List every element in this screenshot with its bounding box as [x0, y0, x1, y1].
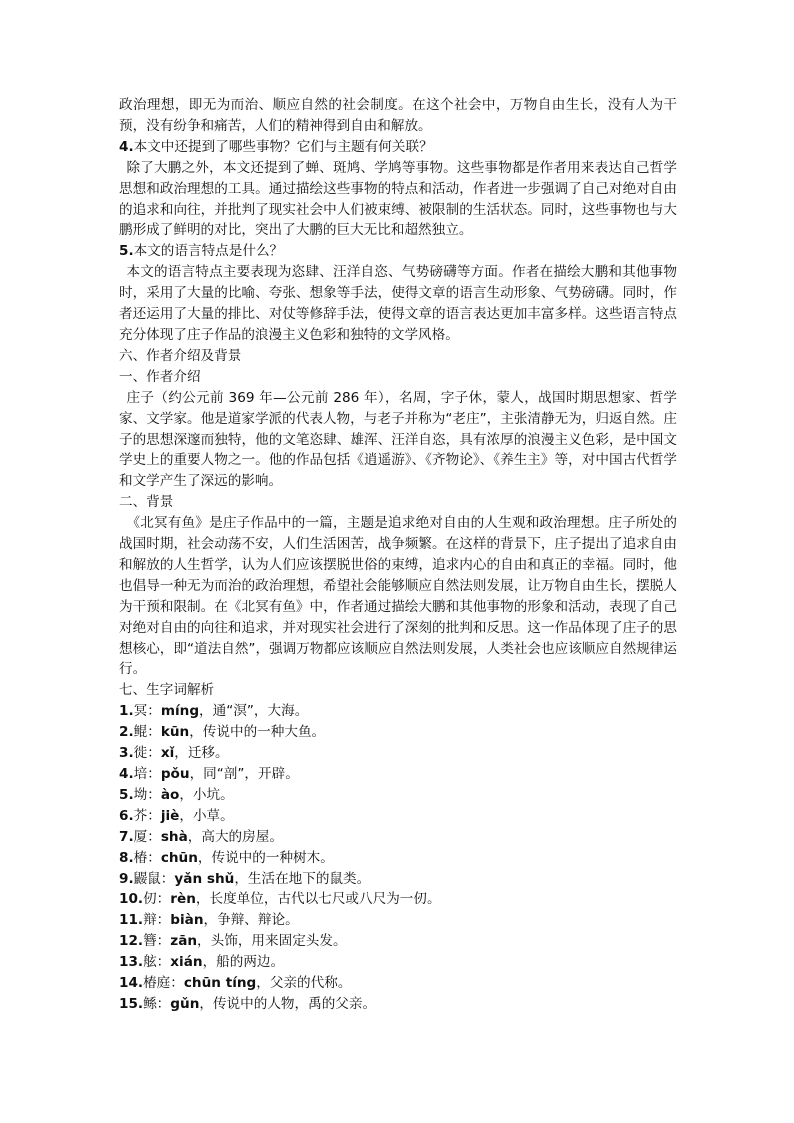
vocab-pinyin: chūn tíng	[183, 975, 257, 992]
vocab-pinyin: xǐ	[160, 745, 175, 762]
answer-5-paragraph: 本文的语言特点主要表现为恣肆、汪洋自恣、气势磅礴等方面。作者在描绘大鹏和其他事物时，采用了大量的比喻、夸张、想象等手法，使得文章的语言生动形象、气势磅礴。同时，作者还运用了大量的排比、对仗等修辞手法，使得文章的语言表达更加丰富多样。这些语言特点充分体现了庄子作品的浪漫主义色彩和独特的文学风格。	[119, 264, 677, 343]
vocab-number: 8.	[119, 849, 134, 866]
vocab-pinyin: zān	[170, 933, 198, 950]
vocab-word: 舷：	[143, 954, 171, 971]
vocab-meaning: ，通“溟”，大海。	[199, 703, 309, 720]
vocab-word: 冥：	[133, 703, 161, 720]
vocab-pinyin: pǒu	[160, 766, 190, 782]
vocab-item	[119, 701, 677, 722]
subheading-background: 二、背景	[119, 494, 174, 511]
vocab-meaning: ，传说中的一种树木。	[197, 849, 334, 866]
vocab-number: 12.	[119, 933, 144, 950]
vocab-item	[119, 869, 677, 890]
document-page	[119, 95, 677, 1015]
paragraph-political-ideal: 政治理想，即无为而治、顺应自然的社会制度。在这个社会中，万物自由生长，没有人为干预，没有纷争和痛苦，人们的精神得到自由和解放。	[119, 97, 677, 134]
vocab-word: 鲲：	[133, 724, 161, 741]
vocab-meaning: ，传说中的一种大鱼。	[189, 724, 326, 741]
vocab-number: 2.	[119, 724, 134, 741]
subheading-author-intro: 一、作者介绍	[119, 368, 201, 385]
vocab-number: 1.	[119, 703, 134, 720]
vocab-word: 坳：	[133, 786, 161, 803]
vocab-number: 3.	[119, 745, 134, 762]
vocab-meaning: ，父亲的代称。	[256, 975, 352, 992]
vocab-number: 4.	[119, 766, 134, 782]
vocab-meaning: ，争辩、辩论。	[203, 912, 299, 929]
vocab-meaning: ，传说中的人物，禹的父亲。	[199, 995, 377, 1012]
vocab-meaning: ，生活在地下的鼠类。	[234, 870, 371, 887]
vocab-item	[119, 806, 677, 827]
question-number: 4.	[119, 138, 134, 155]
vocab-pinyin: ào	[160, 786, 180, 803]
vocab-number: 7.	[119, 828, 134, 845]
vocab-item	[119, 764, 677, 785]
vocab-item	[119, 785, 677, 806]
vocab-meaning: ，长度单位，古代以七尺或八尺为一仞。	[195, 891, 441, 908]
vocab-meaning: ，迁移。	[174, 745, 229, 762]
vocab-pinyin: gǔn	[170, 995, 200, 1012]
vocab-pinyin: shà	[160, 828, 188, 845]
vocab-number: 5.	[119, 786, 134, 803]
vocab-number: 14.	[119, 975, 144, 992]
vocab-word: 辩：	[143, 912, 171, 929]
vocab-word: 鼹鼠：	[133, 870, 175, 887]
vocab-pinyin: biàn	[170, 912, 204, 929]
vocab-word: 徙：	[133, 745, 161, 762]
vocab-item	[119, 848, 677, 869]
vocab-word: 簪：	[143, 933, 171, 950]
vocab-number: 15.	[119, 995, 144, 1012]
vocabulary-list	[119, 701, 677, 1015]
vocab-pinyin: chūn	[160, 849, 198, 866]
vocab-pinyin: jiè	[160, 807, 180, 824]
vocab-pinyin: xián	[170, 954, 203, 971]
vocab-meaning: ，船的两边。	[202, 954, 285, 971]
answer-4-paragraph: 除了大鹏之外，本文还提到了蝉、斑鸠、学鸠等事物。这些事物都是作者用来表达自己哲学思想和政治理想的工具。通过描绘这些事物的特点和活动，作者进一步强调了自己对绝对自由的追求和向往，并批判了现实社会中人们被束缚、被限制的生活状态。同时，这些事物也与大鹏形成了鲜明的对比，突出了大鹏的巨大无比和超然独立。	[119, 159, 677, 239]
vocab-word: 椿：	[133, 849, 161, 866]
vocab-meaning: ，高大的房屋。	[187, 828, 283, 845]
question-4	[119, 137, 677, 158]
vocab-number: 9.	[119, 870, 134, 887]
author-intro-paragraph: 庄子（约公元前 369 年—公元前 286 年），名周，字子休，蒙人，战国时期思想家、哲学家、文学家。他是道家学派的代表人物，与老子并称为“老庄”，主张清静无为，归返自然。庄子的思想深邃而独特，他的文笔恣肆、雄浑、汪洋自恣，具有浓厚的浪漫主义色彩，是中国文学史上的重要人物之一。他的作品包括《逍遥游》、《齐物论》、《养生主》等，对中国古代哲学和文学产生了深远的影响。	[119, 389, 677, 490]
background-paragraph: 《北冥有鱼》是庄子作品中的一篇，主题是追求绝对自由的人生观和政治理想。庄子所处的战国时期，社会动荡不安，人们生活困苦，战争频繁。在这样的背景下，庄子提出了追求自由和解放的人生哲学，认为人们应该摆脱世俗的束缚，追求内心的自由和真正的幸福。同时，他也倡导一种无为而治的政治理想，希望社会能够顺应自然法则发展，让万物自由生长，摆脱人为干预和限制。在《北冥有鱼》中，作者通过描绘大鹏和其他事物的形象和活动，表现了自己对绝对自由的向往和追求，并对现实社会进行了深刻的批判和反思。这一作品体现了庄子的思想核心，即“道法自然”，强调万物都应该顺应自然法则发展，人类社会也应该顺应自然规律运行。	[119, 515, 677, 678]
vocab-pinyin: rèn	[170, 891, 196, 908]
vocab-number: 10.	[119, 891, 144, 908]
question-number: 5.	[119, 243, 134, 260]
vocab-item	[119, 910, 677, 931]
vocab-item	[119, 889, 677, 910]
vocab-pinyin: míng	[160, 703, 200, 720]
vocab-pinyin: kūn	[160, 724, 190, 741]
vocab-number: 13.	[119, 954, 144, 971]
vocab-pinyin: yǎn shǔ	[174, 870, 235, 887]
section-heading-vocabulary: 七、生字词解析	[119, 682, 215, 699]
section-heading-author-background: 六、作者介绍及背景	[119, 347, 242, 364]
question-5	[119, 241, 677, 262]
vocab-meaning: ，小坑。	[179, 786, 234, 803]
vocab-word: 厦：	[133, 828, 161, 845]
vocab-item	[119, 722, 677, 743]
question-text: 本文中还提到了哪些事物？它们与主题有何关联？	[133, 138, 433, 155]
vocab-meaning: ，头饰，用来固定头发。	[197, 933, 347, 950]
vocab-word: 培：	[133, 766, 161, 782]
vocab-word: 鲧：	[143, 995, 171, 1012]
vocab-word: 椿庭：	[143, 975, 184, 992]
vocab-item	[119, 952, 677, 973]
vocab-word: 仞：	[143, 891, 171, 908]
question-text: 本文的语言特点是什么？	[133, 243, 284, 260]
vocab-meaning: ，小草。	[179, 807, 234, 824]
vocab-item	[119, 973, 677, 994]
vocab-word: 芥：	[133, 807, 161, 824]
vocab-item	[119, 931, 677, 952]
vocab-item	[119, 827, 677, 848]
vocab-number: 11.	[119, 912, 144, 929]
vocab-item	[119, 743, 677, 764]
vocab-meaning: ，同“剖”，开辟。	[189, 766, 299, 782]
vocab-item	[119, 994, 677, 1015]
vocab-number: 6.	[119, 807, 134, 824]
